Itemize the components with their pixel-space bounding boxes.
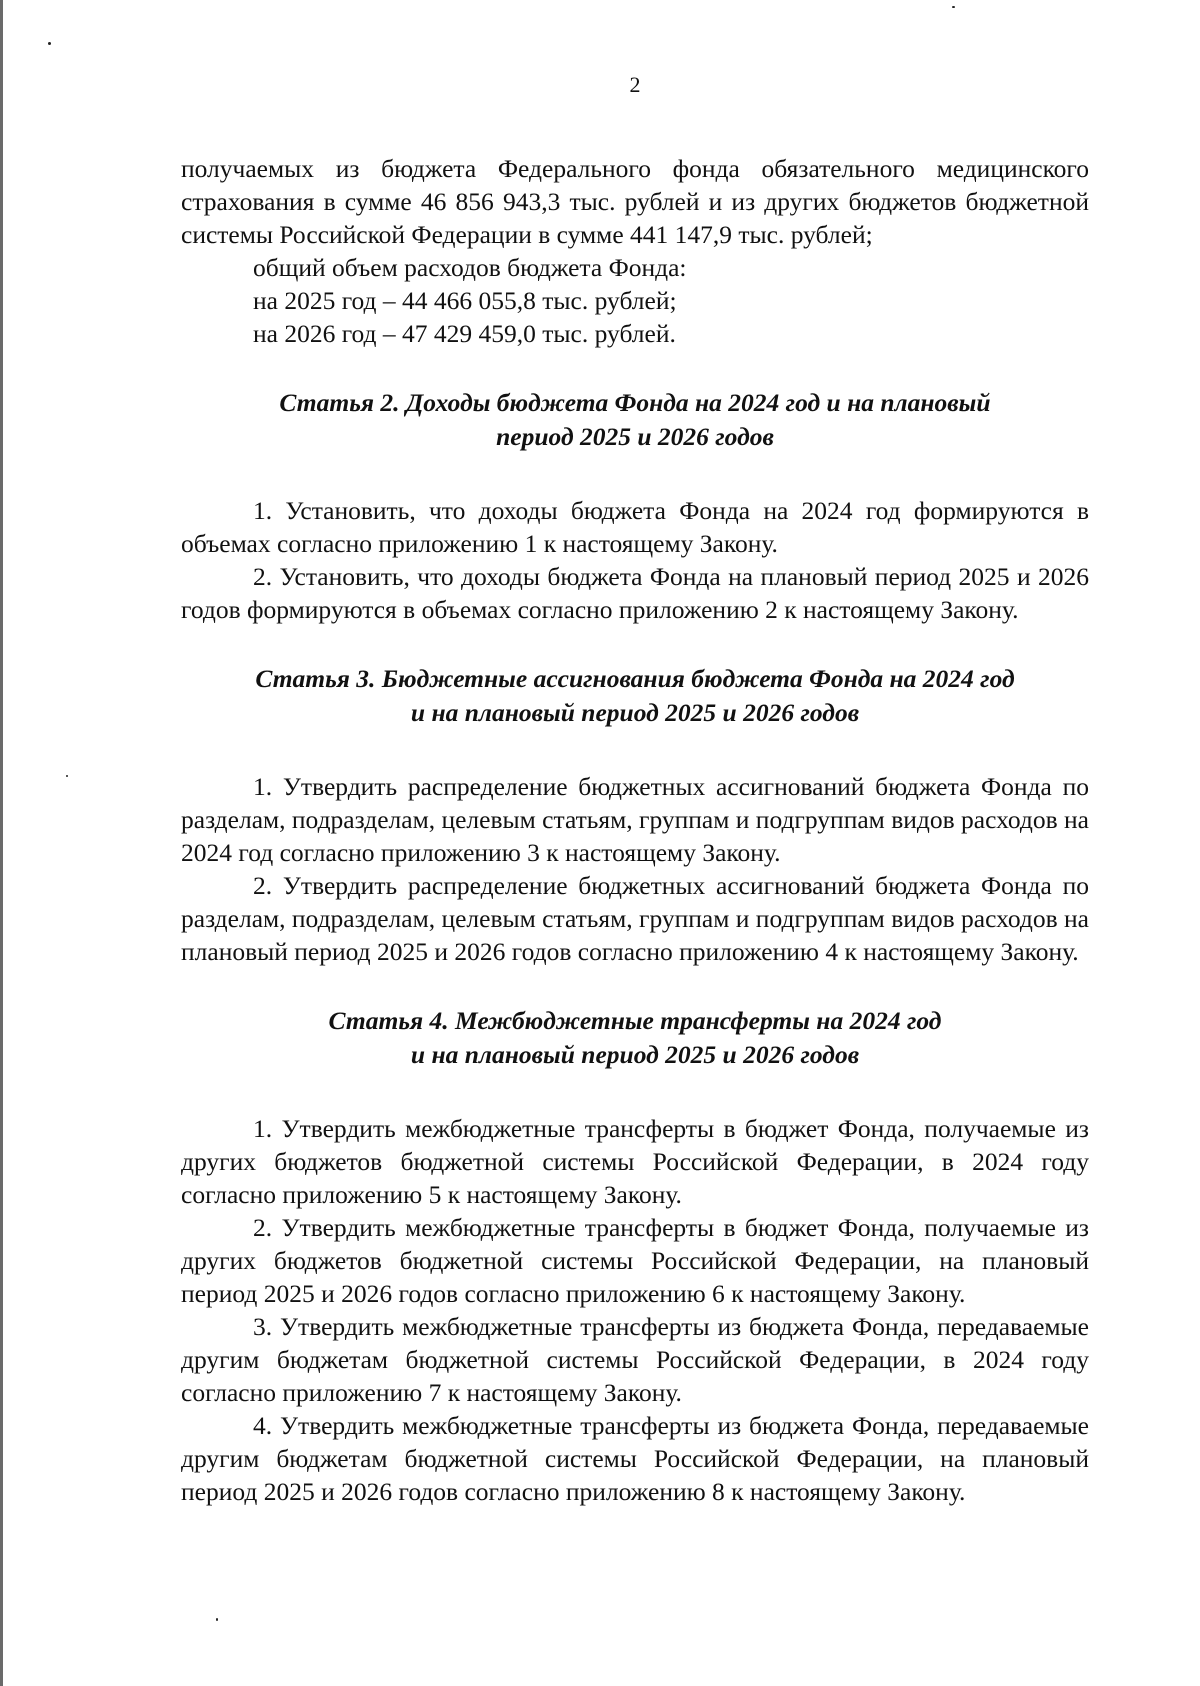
article-2-title bbox=[181, 386, 1089, 454]
article-title-line: и на плановый период 2025 и 2026 годов bbox=[410, 698, 860, 727]
document-page bbox=[181, 70, 1089, 1508]
article-4-point-1: 1. Утвердить межбюджетные трансферты в бюджет Фонда, получаемые из других бюджетов бюджетной системы Российской Федерации, в 2024 году согласно приложению 5 к настоящему Закону. bbox=[181, 1114, 1089, 1209]
article-2 bbox=[181, 386, 1089, 626]
scan-speck bbox=[216, 1618, 218, 1621]
article-4-title bbox=[181, 1004, 1089, 1072]
expense-2026: на 2026 год – 47 429 459,0 тыс. рублей. bbox=[253, 319, 676, 348]
scan-speck bbox=[66, 775, 68, 777]
article-4-point-2: 2. Утвердить межбюджетные трансферты в бюджет Фонда, получаемые из других бюджетов бюджетной системы Российской Федерации, на плановый период 2025 и 2026 годов согласно приложению 6 к настоящему Закону. bbox=[181, 1213, 1089, 1308]
scan-speck bbox=[952, 6, 955, 8]
article-title-line: Статья 2. Доходы бюджета Фонда на 2024 год и на плановый bbox=[279, 388, 991, 417]
scan-left-edge bbox=[0, 0, 3, 1686]
page-number: 2 bbox=[629, 72, 641, 97]
article-title-line: Статья 3. Бюджетные ассигнования бюджета Фонда на 2024 год bbox=[255, 664, 1015, 693]
article-3 bbox=[181, 662, 1089, 968]
article-2-point-1: 1. Установить, что доходы бюджета Фонда на 2024 год формируются в объемах согласно приложению 1 к настоящему Закону. bbox=[181, 496, 1089, 558]
article-title-line: и на плановый период 2025 и 2026 годов bbox=[410, 1040, 860, 1069]
article-3-point-2: 2. Утвердить распределение бюджетных ассигнований бюджета Фонда по разделам, подразделам, целевым статьям, группам и подгруппам видов расходов на плановый период 2025 и 2026 годов согласно приложению 4 к настоящему Закону. bbox=[181, 871, 1089, 966]
scan-speck bbox=[48, 42, 51, 45]
article-title-line: период 2025 и 2026 годов bbox=[496, 422, 774, 451]
article-title-line: Статья 4. Межбюджетные трансферты на 2024 год bbox=[328, 1006, 942, 1035]
article-4-point-3: 3. Утвердить межбюджетные трансферты из бюджета Фонда, передаваемые другим бюджетам бюджетной системы Российской Федерации, в 2024 году согласно приложению 7 к настоящему Закону. bbox=[181, 1312, 1089, 1407]
article-3-point-1: 1. Утвердить распределение бюджетных ассигнований бюджета Фонда по разделам, подразделам, целевым статьям, группам и подгруппам видов расходов на 2024 год согласно приложению 3 к настоящему Закону. bbox=[181, 772, 1089, 867]
expenses-heading: общий объем расходов бюджета Фонда: bbox=[253, 253, 687, 282]
article-4-point-4: 4. Утвердить межбюджетные трансферты из бюджета Фонда, передаваемые другим бюджетам бюджетной системы Российской Федерации, на плановый период 2025 и 2026 годов согласно приложению 8 к настоящему Закону. bbox=[181, 1411, 1089, 1506]
article-2-point-2: 2. Установить, что доходы бюджета Фонда на плановый период 2025 и 2026 годов формируются в объемах согласно приложению 2 к настоящему Закону. bbox=[181, 562, 1089, 624]
expense-2025: на 2025 год – 44 466 055,8 тыс. рублей; bbox=[253, 286, 677, 315]
article-4 bbox=[181, 1004, 1089, 1508]
article-3-title bbox=[181, 662, 1089, 730]
intro-paragraph: получаемых из бюджета Федерального фонда обязательного медицинского страхования в сумме 46 856 943,3 тыс. рублей и из других бюджетов бюджетной системы Российской Федерации в сумме 441 147,9 тыс. рублей; bbox=[181, 154, 1089, 249]
